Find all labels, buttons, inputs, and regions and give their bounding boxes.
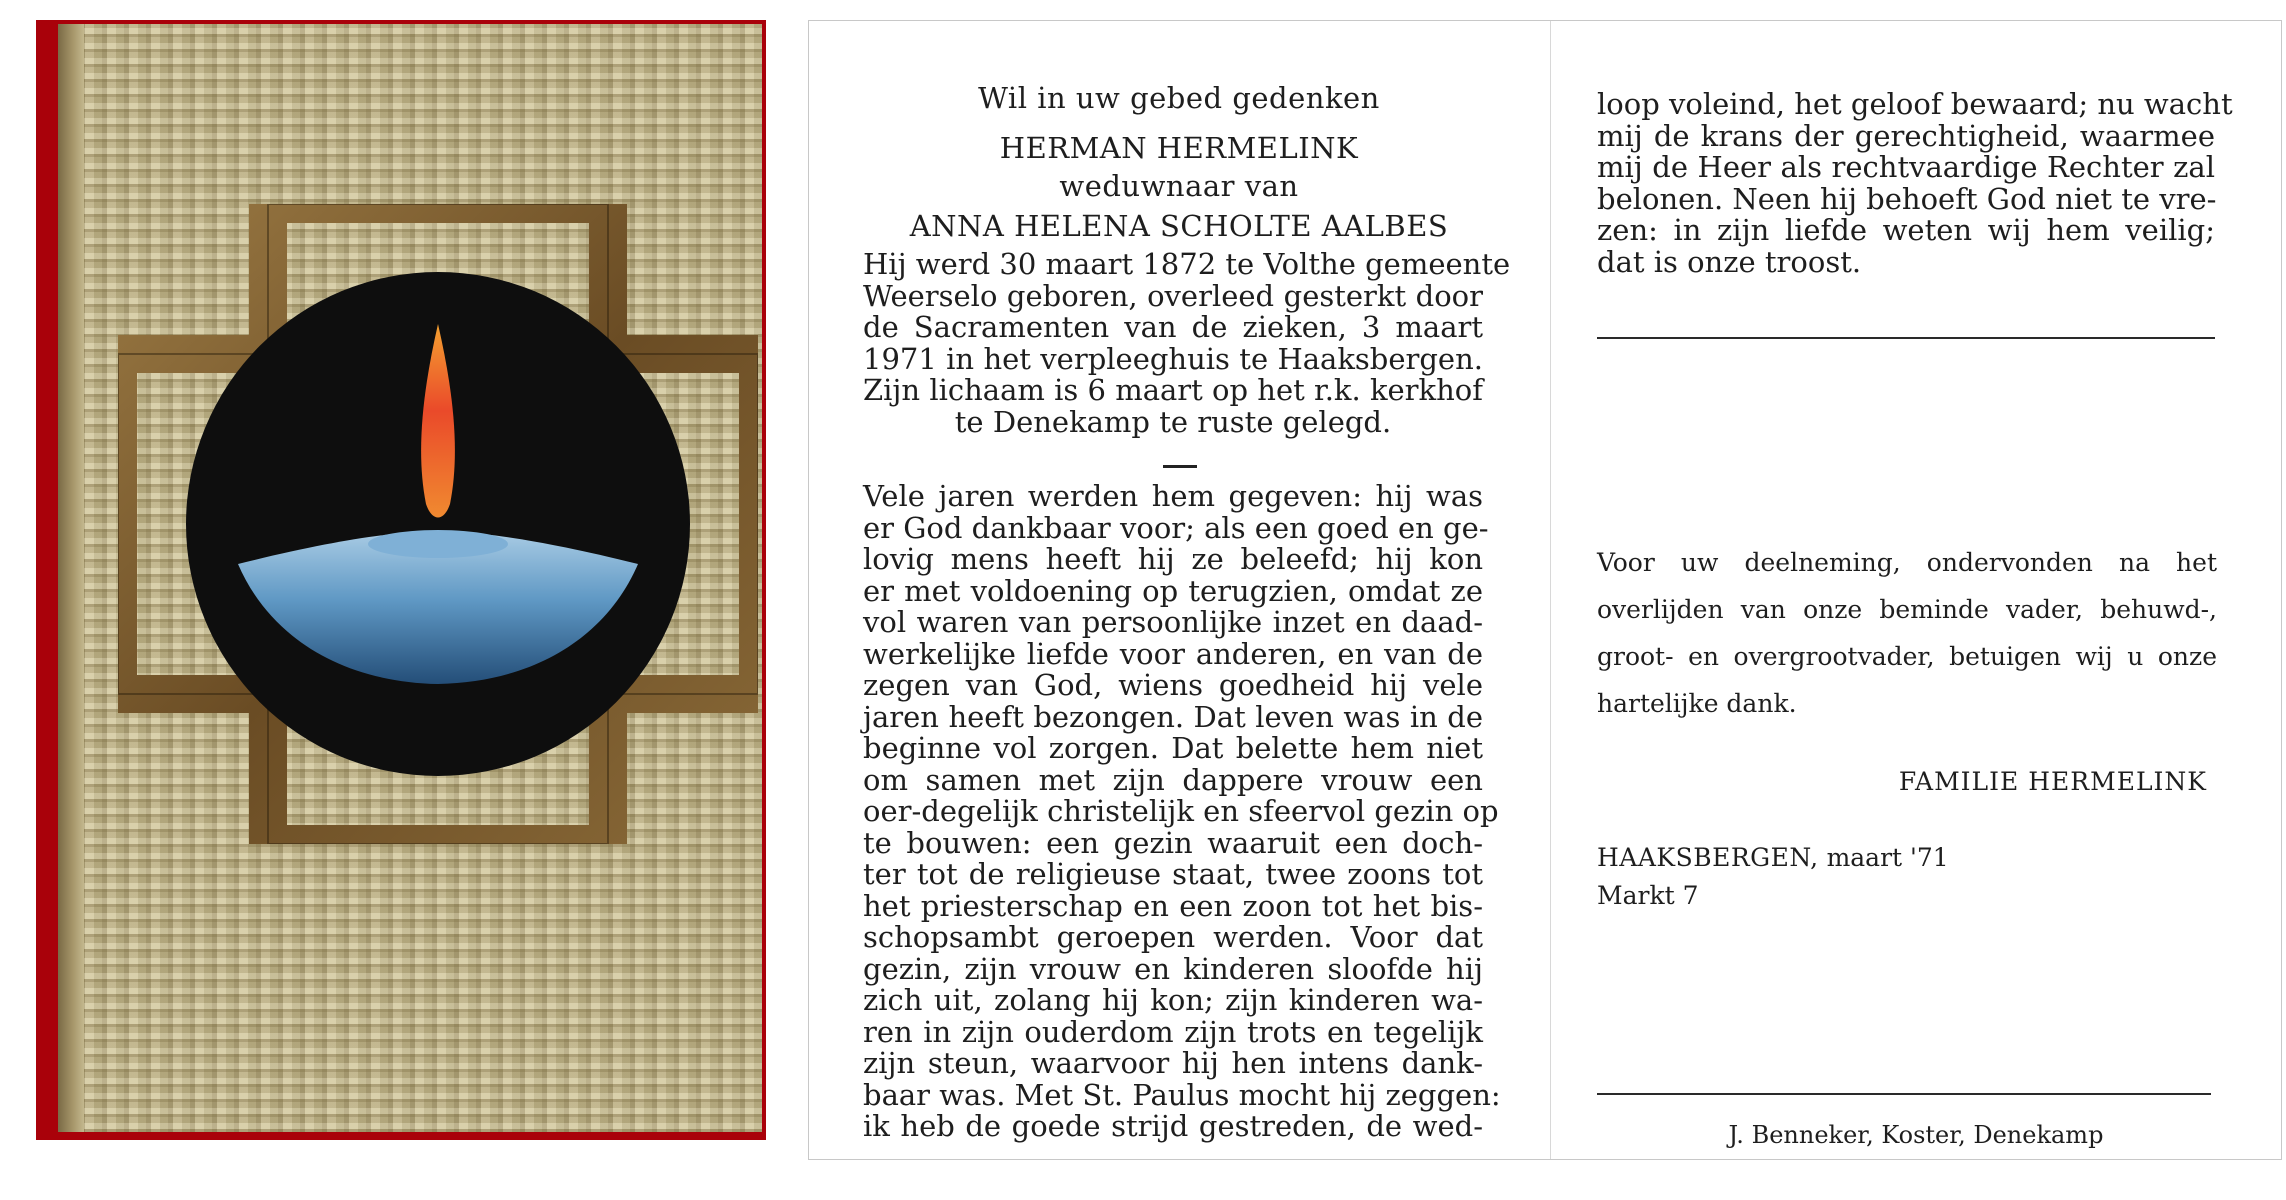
relation-line: weduwnaar van xyxy=(1059,169,1299,203)
deceased-name: HERMAN HERMELINK xyxy=(999,131,1359,165)
address: Markt 7 xyxy=(1597,881,1699,910)
eulogy-line: om samen met zijn dappere vrouw een xyxy=(863,762,1483,797)
eulogy-line: zen: in zijn liefde weten wij hem veilig; xyxy=(1597,213,2215,247)
front-cover xyxy=(36,20,766,1140)
thanks-line: overlijden van onze beminde vader, behuwd-, xyxy=(1597,595,2217,624)
cross-lamp-illustration xyxy=(118,204,758,844)
inner-spread xyxy=(808,20,2282,1160)
separator xyxy=(1163,465,1197,468)
eulogy-line: lovig mens heeft hij ze beleefd; hij kon xyxy=(863,542,1483,576)
right-page xyxy=(1551,21,2281,1159)
printer-credit: J. Benneker, Koster, Denekamp xyxy=(1728,1121,2104,1149)
bio-line: Zijn lichaam is 6 maart op het r.k. kerkhof xyxy=(863,373,1483,407)
eulogy-line: dat is onze troost. xyxy=(1597,244,1862,279)
biography xyxy=(863,247,1511,439)
bio-line: Hij werd 30 maart 1872 te Volthe gemeente xyxy=(863,247,1511,281)
family-signature: FAMILIE HERMELINK xyxy=(1898,767,2207,796)
thanks-line: Voor uw deelneming, ondervonden na het xyxy=(1597,548,2217,577)
bio-line: te Denekamp te ruste gelegd. xyxy=(954,404,1392,439)
eulogy-line: ik heb de goede strijd gestreden, de wed- xyxy=(863,1109,1483,1143)
eulogy-line: baar was. Met St. Paulus mocht hij zeggen: xyxy=(863,1077,1501,1112)
card-spine xyxy=(58,24,84,1132)
footer-rule xyxy=(1597,1093,2211,1095)
eulogy-line: er met voldoening op terugzien, omdat ze xyxy=(863,573,1483,608)
eulogy-line: Vele jaren werden hem gegeven: hij was xyxy=(863,479,1483,513)
eulogy-line: mij de Heer als rechtvaardige Rechter zal xyxy=(1597,150,2215,184)
eulogy-line: jaren heeft bezongen. Dat leven was in de xyxy=(863,699,1483,734)
spouse-name: ANNA HELENA SCHOLTE AALBES xyxy=(909,209,1449,243)
eulogy-line: schopsambt geroepen werden. Voor dat xyxy=(863,920,1483,954)
eulogy-line: er God dankbaar voor; als een goed en ge- xyxy=(863,510,1489,545)
bio-line: 1971 in het verpleeghuis te Haaksbergen. xyxy=(863,341,1483,376)
eulogy-line: werkelijke liefde voor anderen, en van de xyxy=(863,636,1483,671)
eulogy-line: ter tot de religieuse staat, twee zoons tot xyxy=(863,857,1483,891)
intro-line: Wil in uw gebed gedenken xyxy=(978,81,1380,115)
eulogy-line: ren in zijn ouderdom zijn trots en tegelijk xyxy=(863,1014,1483,1049)
eulogy-line: het priesterschap en een zoon tot het bis- xyxy=(863,888,1483,923)
eulogy xyxy=(863,479,1501,1143)
eulogy-line: mij de krans der gerechtigheid, waarmee xyxy=(1597,118,2215,153)
thanks-text xyxy=(1597,539,2217,727)
eulogy-line: te bouwen: een gezin waaruit een doch- xyxy=(863,825,1483,860)
place-name: HAAKSBERGEN, xyxy=(1597,843,1819,872)
bio-line: Weerselo geboren, overleed gesterkt door xyxy=(863,278,1483,313)
eulogy-line: zijn steun, waarvoor hij hen intens dank- xyxy=(863,1046,1483,1080)
left-page xyxy=(809,21,1549,1159)
eulogy-line: zich uit, zolang hij kon; zijn kinderen wa- xyxy=(863,983,1483,1017)
eulogy-continuation xyxy=(1597,87,2233,279)
eulogy-line: loop voleind, het geloof bewaard; nu wacht xyxy=(1597,87,2233,121)
date-text: maart '71 xyxy=(1826,843,1949,872)
eulogy-line: zegen van God, wiens goedheid hij vele xyxy=(863,668,1483,702)
eulogy-line: oer-degelijk christelijk en sfeervol gezin op xyxy=(863,794,1499,828)
linen-texture xyxy=(58,24,762,1132)
eulogy-line: gezin, zijn vrouw en kinderen sloofde hij xyxy=(863,951,1483,986)
divider-rule xyxy=(1597,337,2215,339)
eulogy-line: vol waren van persoonlijke inzet en daad- xyxy=(863,605,1483,639)
bio-line: de Sacramenten van de zieken, 3 maart xyxy=(863,310,1483,344)
thanks-line: groot- en overgrootvader, betuigen wij u onze xyxy=(1597,642,2217,671)
place-date xyxy=(1597,843,1949,872)
thanks-line: hartelijke dank. xyxy=(1597,689,1797,718)
eulogy-line: belonen. Neen hij behoeft God niet te vre- xyxy=(1597,181,2217,216)
eulogy-line: beginne vol zorgen. Dat belette hem niet xyxy=(863,731,1483,765)
